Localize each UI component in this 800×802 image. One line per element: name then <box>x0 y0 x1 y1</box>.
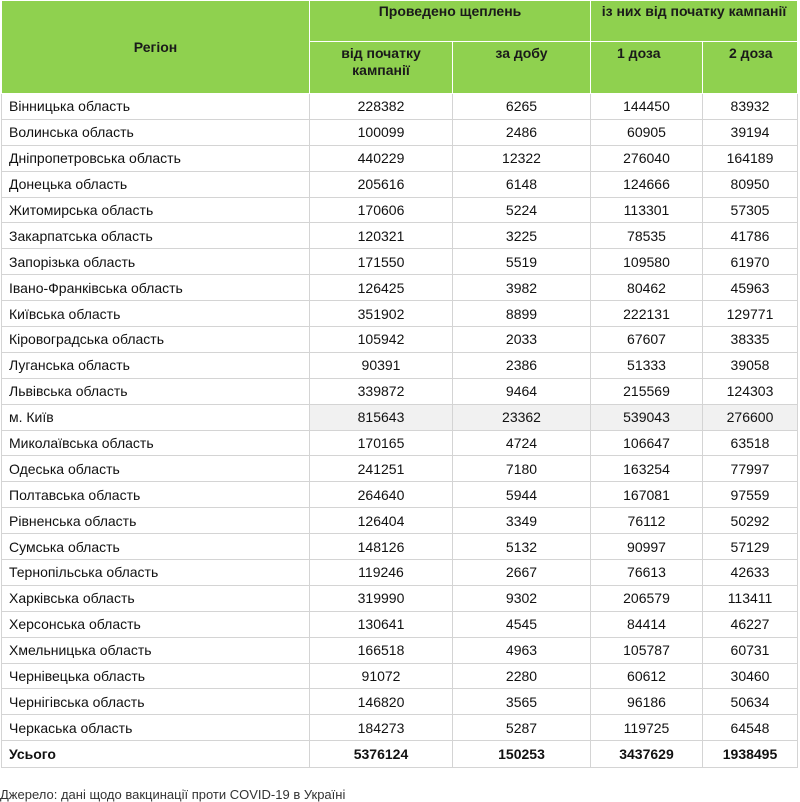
cell-since-start: 130641 <box>310 611 453 637</box>
cell-per-day: 2667 <box>453 560 591 586</box>
cell-dose-1: 215569 <box>591 378 703 404</box>
cell-since-start: 205616 <box>310 171 453 197</box>
cell-since-start: 126404 <box>310 508 453 534</box>
vaccination-table <box>1 0 798 768</box>
cell-dose-1: 80462 <box>591 275 703 301</box>
cell-region: Кіровоградська область <box>2 327 310 353</box>
table-row <box>2 301 798 327</box>
cell-per-day: 4724 <box>453 430 591 456</box>
cell-region: м. Київ <box>2 404 310 430</box>
cell-dose-2: 57305 <box>703 197 798 223</box>
cell-since-start: 120321 <box>310 223 453 249</box>
cell-per-day: 4963 <box>453 637 591 663</box>
cell-since-start: 91072 <box>310 663 453 689</box>
cell-per-day: 2386 <box>453 352 591 378</box>
table-row <box>2 327 798 353</box>
totals-row <box>2 741 798 768</box>
cell-dose-2: 39194 <box>703 119 798 145</box>
cell-region: Волинська область <box>2 119 310 145</box>
table-row <box>2 456 798 482</box>
cell-dose-1: 84414 <box>591 611 703 637</box>
table-row <box>2 197 798 223</box>
cell-dose-1: 96186 <box>591 689 703 715</box>
cell-dose-1: 109580 <box>591 249 703 275</box>
cell-dose-1: 119725 <box>591 715 703 741</box>
cell-per-day: 4545 <box>453 611 591 637</box>
cell-per-day: 23362 <box>453 404 591 430</box>
totals-dose-1: 3437629 <box>591 741 703 768</box>
cell-per-day: 5944 <box>453 482 591 508</box>
cell-since-start: 351902 <box>310 301 453 327</box>
cell-dose-1: 163254 <box>591 456 703 482</box>
cell-since-start: 170606 <box>310 197 453 223</box>
table-row <box>2 508 798 534</box>
totals-per-day: 150253 <box>453 741 591 768</box>
cell-dose-1: 76112 <box>591 508 703 534</box>
cell-dose-1: 167081 <box>591 482 703 508</box>
cell-per-day: 12322 <box>453 145 591 171</box>
table-row <box>2 145 798 171</box>
table-row <box>2 223 798 249</box>
cell-dose-1: 124666 <box>591 171 703 197</box>
cell-dose-1: 276040 <box>591 145 703 171</box>
cell-since-start: 166518 <box>310 637 453 663</box>
cell-dose-2: 113411 <box>703 585 798 611</box>
cell-since-start: 171550 <box>310 249 453 275</box>
cell-region: Чернігівська область <box>2 689 310 715</box>
cell-region: Закарпатська область <box>2 223 310 249</box>
table-row <box>2 534 798 560</box>
cell-since-start: 815643 <box>310 404 453 430</box>
cell-region: Київська область <box>2 301 310 327</box>
cell-dose-1: 144450 <box>591 94 703 120</box>
cell-region: Миколаївська область <box>2 430 310 456</box>
cell-since-start: 90391 <box>310 352 453 378</box>
cell-per-day: 5519 <box>453 249 591 275</box>
source-footnote <box>0 783 800 802</box>
footnote-text: Джерело: дані щодо вакцинації проти COVID-19 в Україні <box>0 787 346 802</box>
cell-since-start: 119246 <box>310 560 453 586</box>
table-row <box>2 171 798 197</box>
cell-per-day: 9302 <box>453 585 591 611</box>
cell-region: Херсонська область <box>2 611 310 637</box>
cell-dose-2: 30460 <box>703 663 798 689</box>
cell-region: Донецька область <box>2 171 310 197</box>
cell-per-day: 9464 <box>453 378 591 404</box>
cell-per-day: 5287 <box>453 715 591 741</box>
header-since-start[interactable]: від початку кампанії <box>310 42 453 94</box>
cell-dose-2: 61970 <box>703 249 798 275</box>
totals-label: Усього <box>2 741 310 768</box>
cell-per-day: 2033 <box>453 327 591 353</box>
cell-dose-2: 80950 <box>703 171 798 197</box>
cell-region: Дніпропетровська область <box>2 145 310 171</box>
cell-since-start: 228382 <box>310 94 453 120</box>
cell-since-start: 264640 <box>310 482 453 508</box>
cell-region: Івано-Франківська область <box>2 275 310 301</box>
cell-since-start: 100099 <box>310 119 453 145</box>
header-per-day[interactable]: за добу <box>453 42 591 94</box>
header-dose-1[interactable]: 1 доза <box>591 42 703 94</box>
table-row <box>2 585 798 611</box>
cell-dose-2: 50634 <box>703 689 798 715</box>
cell-region: Полтавська область <box>2 482 310 508</box>
cell-dose-2: 60731 <box>703 637 798 663</box>
cell-per-day: 8899 <box>453 301 591 327</box>
cell-per-day: 2486 <box>453 119 591 145</box>
cell-dose-1: 60905 <box>591 119 703 145</box>
cell-since-start: 126425 <box>310 275 453 301</box>
cell-dose-1: 106647 <box>591 430 703 456</box>
cell-dose-2: 64548 <box>703 715 798 741</box>
totals-dose-2: 1938495 <box>703 741 798 768</box>
cell-dose-1: 90997 <box>591 534 703 560</box>
cell-region: Рівненська область <box>2 508 310 534</box>
cell-region: Одеська область <box>2 456 310 482</box>
table-header <box>2 1 798 94</box>
table-body <box>2 94 798 741</box>
table-row <box>2 637 798 663</box>
cell-region: Чернівецька область <box>2 663 310 689</box>
cell-dose-1: 222131 <box>591 301 703 327</box>
cell-dose-2: 57129 <box>703 534 798 560</box>
cell-dose-1: 113301 <box>591 197 703 223</box>
cell-dose-1: 206579 <box>591 585 703 611</box>
cell-dose-2: 83932 <box>703 94 798 120</box>
cell-dose-2: 276600 <box>703 404 798 430</box>
cell-dose-1: 60612 <box>591 663 703 689</box>
table-row <box>2 352 798 378</box>
cell-per-day: 3349 <box>453 508 591 534</box>
cell-dose-2: 39058 <box>703 352 798 378</box>
cell-per-day: 5132 <box>453 534 591 560</box>
table-row <box>2 404 798 430</box>
cell-since-start: 241251 <box>310 456 453 482</box>
cell-per-day: 3565 <box>453 689 591 715</box>
cell-since-start: 105942 <box>310 327 453 353</box>
cell-dose-2: 50292 <box>703 508 798 534</box>
cell-per-day: 2280 <box>453 663 591 689</box>
table-row <box>2 715 798 741</box>
cell-dose-1: 76613 <box>591 560 703 586</box>
cell-dose-1: 67607 <box>591 327 703 353</box>
cell-per-day: 3225 <box>453 223 591 249</box>
cell-since-start: 170165 <box>310 430 453 456</box>
cell-region: Львівська область <box>2 378 310 404</box>
cell-per-day: 3982 <box>453 275 591 301</box>
cell-dose-2: 45963 <box>703 275 798 301</box>
header-of-them-since-start: із них від початку кампанії <box>591 1 798 42</box>
cell-dose-2: 124303 <box>703 378 798 404</box>
cell-dose-2: 46227 <box>703 611 798 637</box>
table-row <box>2 560 798 586</box>
table-row <box>2 249 798 275</box>
cell-since-start: 440229 <box>310 145 453 171</box>
cell-per-day: 5224 <box>453 197 591 223</box>
cell-dose-2: 63518 <box>703 430 798 456</box>
cell-dose-2: 129771 <box>703 301 798 327</box>
cell-region: Запорізька область <box>2 249 310 275</box>
cell-since-start: 184273 <box>310 715 453 741</box>
cell-since-start: 319990 <box>310 585 453 611</box>
header-vaccinations: Проведено щеплень <box>310 1 591 42</box>
cell-region: Харківська область <box>2 585 310 611</box>
table-row <box>2 275 798 301</box>
cell-dose-2: 77997 <box>703 456 798 482</box>
cell-per-day: 6265 <box>453 94 591 120</box>
table-row <box>2 119 798 145</box>
cell-region: Тернопільська область <box>2 560 310 586</box>
cell-dose-2: 38335 <box>703 327 798 353</box>
cell-per-day: 6148 <box>453 171 591 197</box>
cell-region: Хмельницька область <box>2 637 310 663</box>
table-row <box>2 689 798 715</box>
cell-since-start: 148126 <box>310 534 453 560</box>
table-row <box>2 611 798 637</box>
cell-region: Луганська область <box>2 352 310 378</box>
cell-since-start: 339872 <box>310 378 453 404</box>
cell-dose-1: 51333 <box>591 352 703 378</box>
cell-region: Сумська область <box>2 534 310 560</box>
table-row <box>2 378 798 404</box>
table-row <box>2 94 798 120</box>
cell-region: Житомирська область <box>2 197 310 223</box>
cell-dose-2: 41786 <box>703 223 798 249</box>
table-row <box>2 663 798 689</box>
cell-dose-2: 164189 <box>703 145 798 171</box>
totals-since-start: 5376124 <box>310 741 453 768</box>
cell-dose-1: 78535 <box>591 223 703 249</box>
cell-region: Вінницька область <box>2 94 310 120</box>
cell-dose-2: 97559 <box>703 482 798 508</box>
table-row <box>2 482 798 508</box>
cell-dose-1: 105787 <box>591 637 703 663</box>
cell-dose-2: 42633 <box>703 560 798 586</box>
header-dose-2[interactable]: 2 доза <box>703 42 798 94</box>
cell-since-start: 146820 <box>310 689 453 715</box>
cell-region: Черкаська область <box>2 715 310 741</box>
cell-per-day: 7180 <box>453 456 591 482</box>
table-row <box>2 430 798 456</box>
cell-dose-1: 539043 <box>591 404 703 430</box>
header-region[interactable]: Регіон <box>2 1 310 94</box>
